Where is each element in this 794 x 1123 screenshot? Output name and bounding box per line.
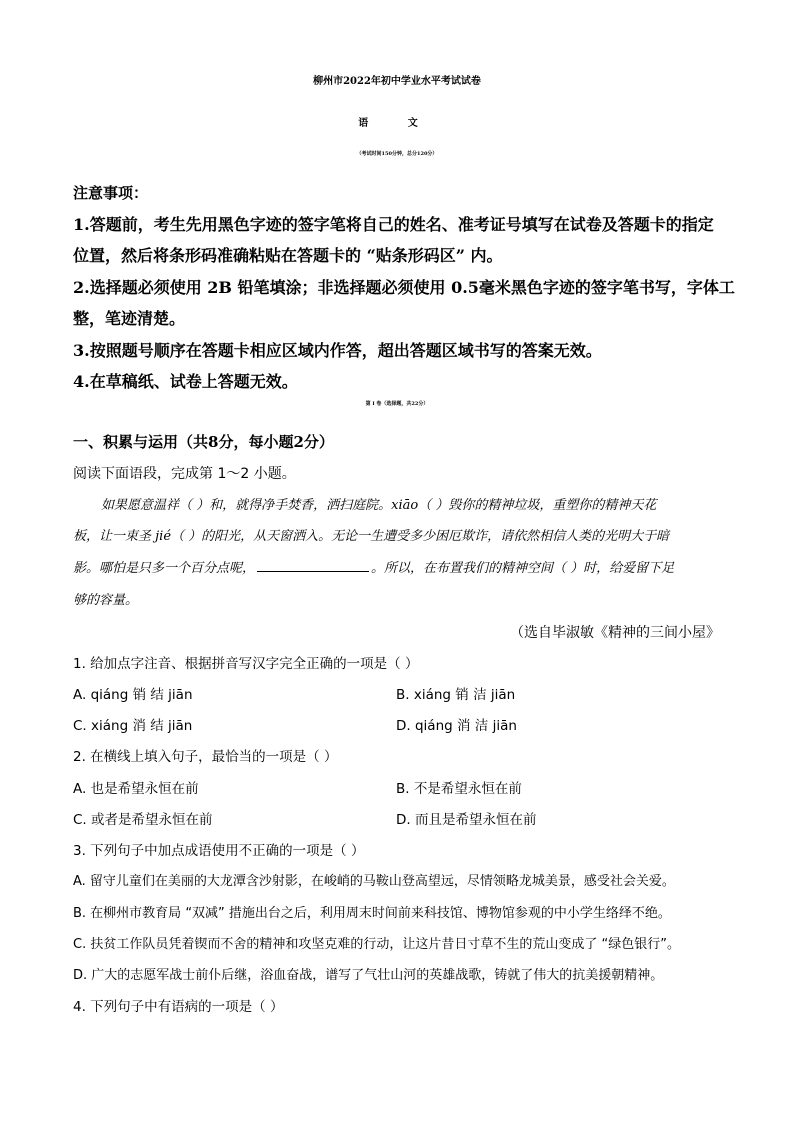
passage-source: （选自毕淑敏《精神的三间小屋》	[510, 625, 720, 641]
note-line: 3.按照题号顺序在答题卡相应区域内作答，超出答题区域书写的答案无效。	[73, 341, 602, 360]
option-b: B. 在柳州市教育局 “双减” 措施出台之后，利用周末时间前来科技馆、博物馆参观的中小学生络绎不绝。	[73, 906, 671, 921]
fill-blank	[257, 559, 369, 572]
option-b: B. 不是希望永恒在前	[396, 781, 522, 797]
exam-duration: （考试时间150分钟，总分120分）	[356, 151, 438, 157]
option-a: A. 也是希望永恒在前	[73, 781, 199, 797]
part-title: 一、积累与运用（共8分，每小题2分）	[73, 433, 334, 451]
passage-line: 够的容量。	[73, 593, 139, 608]
note-line: 1.答题前，考生先用黑色字迹的签字笔将自己的姓名、准考证号填写在试卷及答题卡的指定	[73, 215, 714, 234]
option-d: D. qiáng 消 洁 jiān	[396, 718, 517, 734]
note-line: 2.选择题必须使用 2B 铅笔填涂；非选择题必须使用 0.5毫米黑色字迹的签字笔书写，字体工	[73, 278, 735, 297]
reading-instruction: 阅读下面语段，完成第 1～2 小题。	[73, 466, 296, 482]
passage-text: 。所以，在布置我们的精神空间（ ）时，给爱留下足	[371, 561, 675, 576]
option-d: D. 广大的志愿军战士前仆后继，浴血奋战，谱写了气壮山河的英雄战歌，铸就了伟大的抗美援朝精神。	[73, 968, 664, 983]
option-a: A. qiáng 销 结 jiān	[73, 687, 193, 703]
passage-line: 板，让一束圣 jié（ ）的阳光，从天窗洒入。无论一生遭受多少困厄欺诈，请依然相信人类的光明大于暗	[73, 529, 670, 544]
subject-title: 语 文	[358, 118, 436, 129]
exam-title: 柳州市2022年初中学业水平考试试卷	[313, 76, 481, 87]
option-a: A. 留守儿童们在美丽的大龙潭含沙射影，在峻峭的马鞍山登高望远，尽情领略龙城美景，感受社会关爱。	[73, 874, 675, 889]
note-line: 位置，然后将条形码准确粘贴在答题卡的 “贴条形码区” 内。	[73, 246, 503, 265]
passage-line	[73, 557, 674, 576]
option-b: B. xiáng 销 洁 jiān	[396, 687, 516, 703]
note-line: 整，笔迹清楚。	[73, 309, 186, 328]
question-stem: 4. 下列句子中有语病的一项是（ ）	[73, 999, 284, 1015]
note-line: 4.在草稿纸、试卷上答题无效。	[73, 372, 298, 391]
option-c: C. 扶贫工作队员凭着锲而不舍的精神和攻坚克难的行动，让这片昔日寸草不生的荒山变成了 “绿色银行”。	[73, 937, 680, 952]
option-c: C. 或者是希望永恒在前	[73, 812, 213, 828]
question-stem: 1. 给加点字注音、根据拼音写汉字完全正确的一项是（ ）	[73, 656, 419, 672]
section-title: 第 Ⅰ 卷（选择题，共22分）	[365, 401, 429, 407]
question-stem: 2. 在横线上填入句子，最恰当的一项是（ ）	[73, 749, 338, 765]
passage-text: 影。哪怕是只多一个百分点呢，	[73, 561, 256, 576]
question-stem: 3. 下列句子中加点成语使用不正确的一项是（ ）	[73, 843, 365, 859]
option-c: C. xiáng 消 结 jiān	[73, 718, 193, 734]
notes-heading: 注意事项：	[73, 184, 149, 202]
option-d: D. 而且是希望永恒在前	[396, 812, 537, 828]
passage-line: 如果愿意温祥（ ）和，就得净手焚香，洒扫庭院。xiāo（ ）毁你的精神垃圾，重塑你的精神天花	[101, 498, 657, 513]
